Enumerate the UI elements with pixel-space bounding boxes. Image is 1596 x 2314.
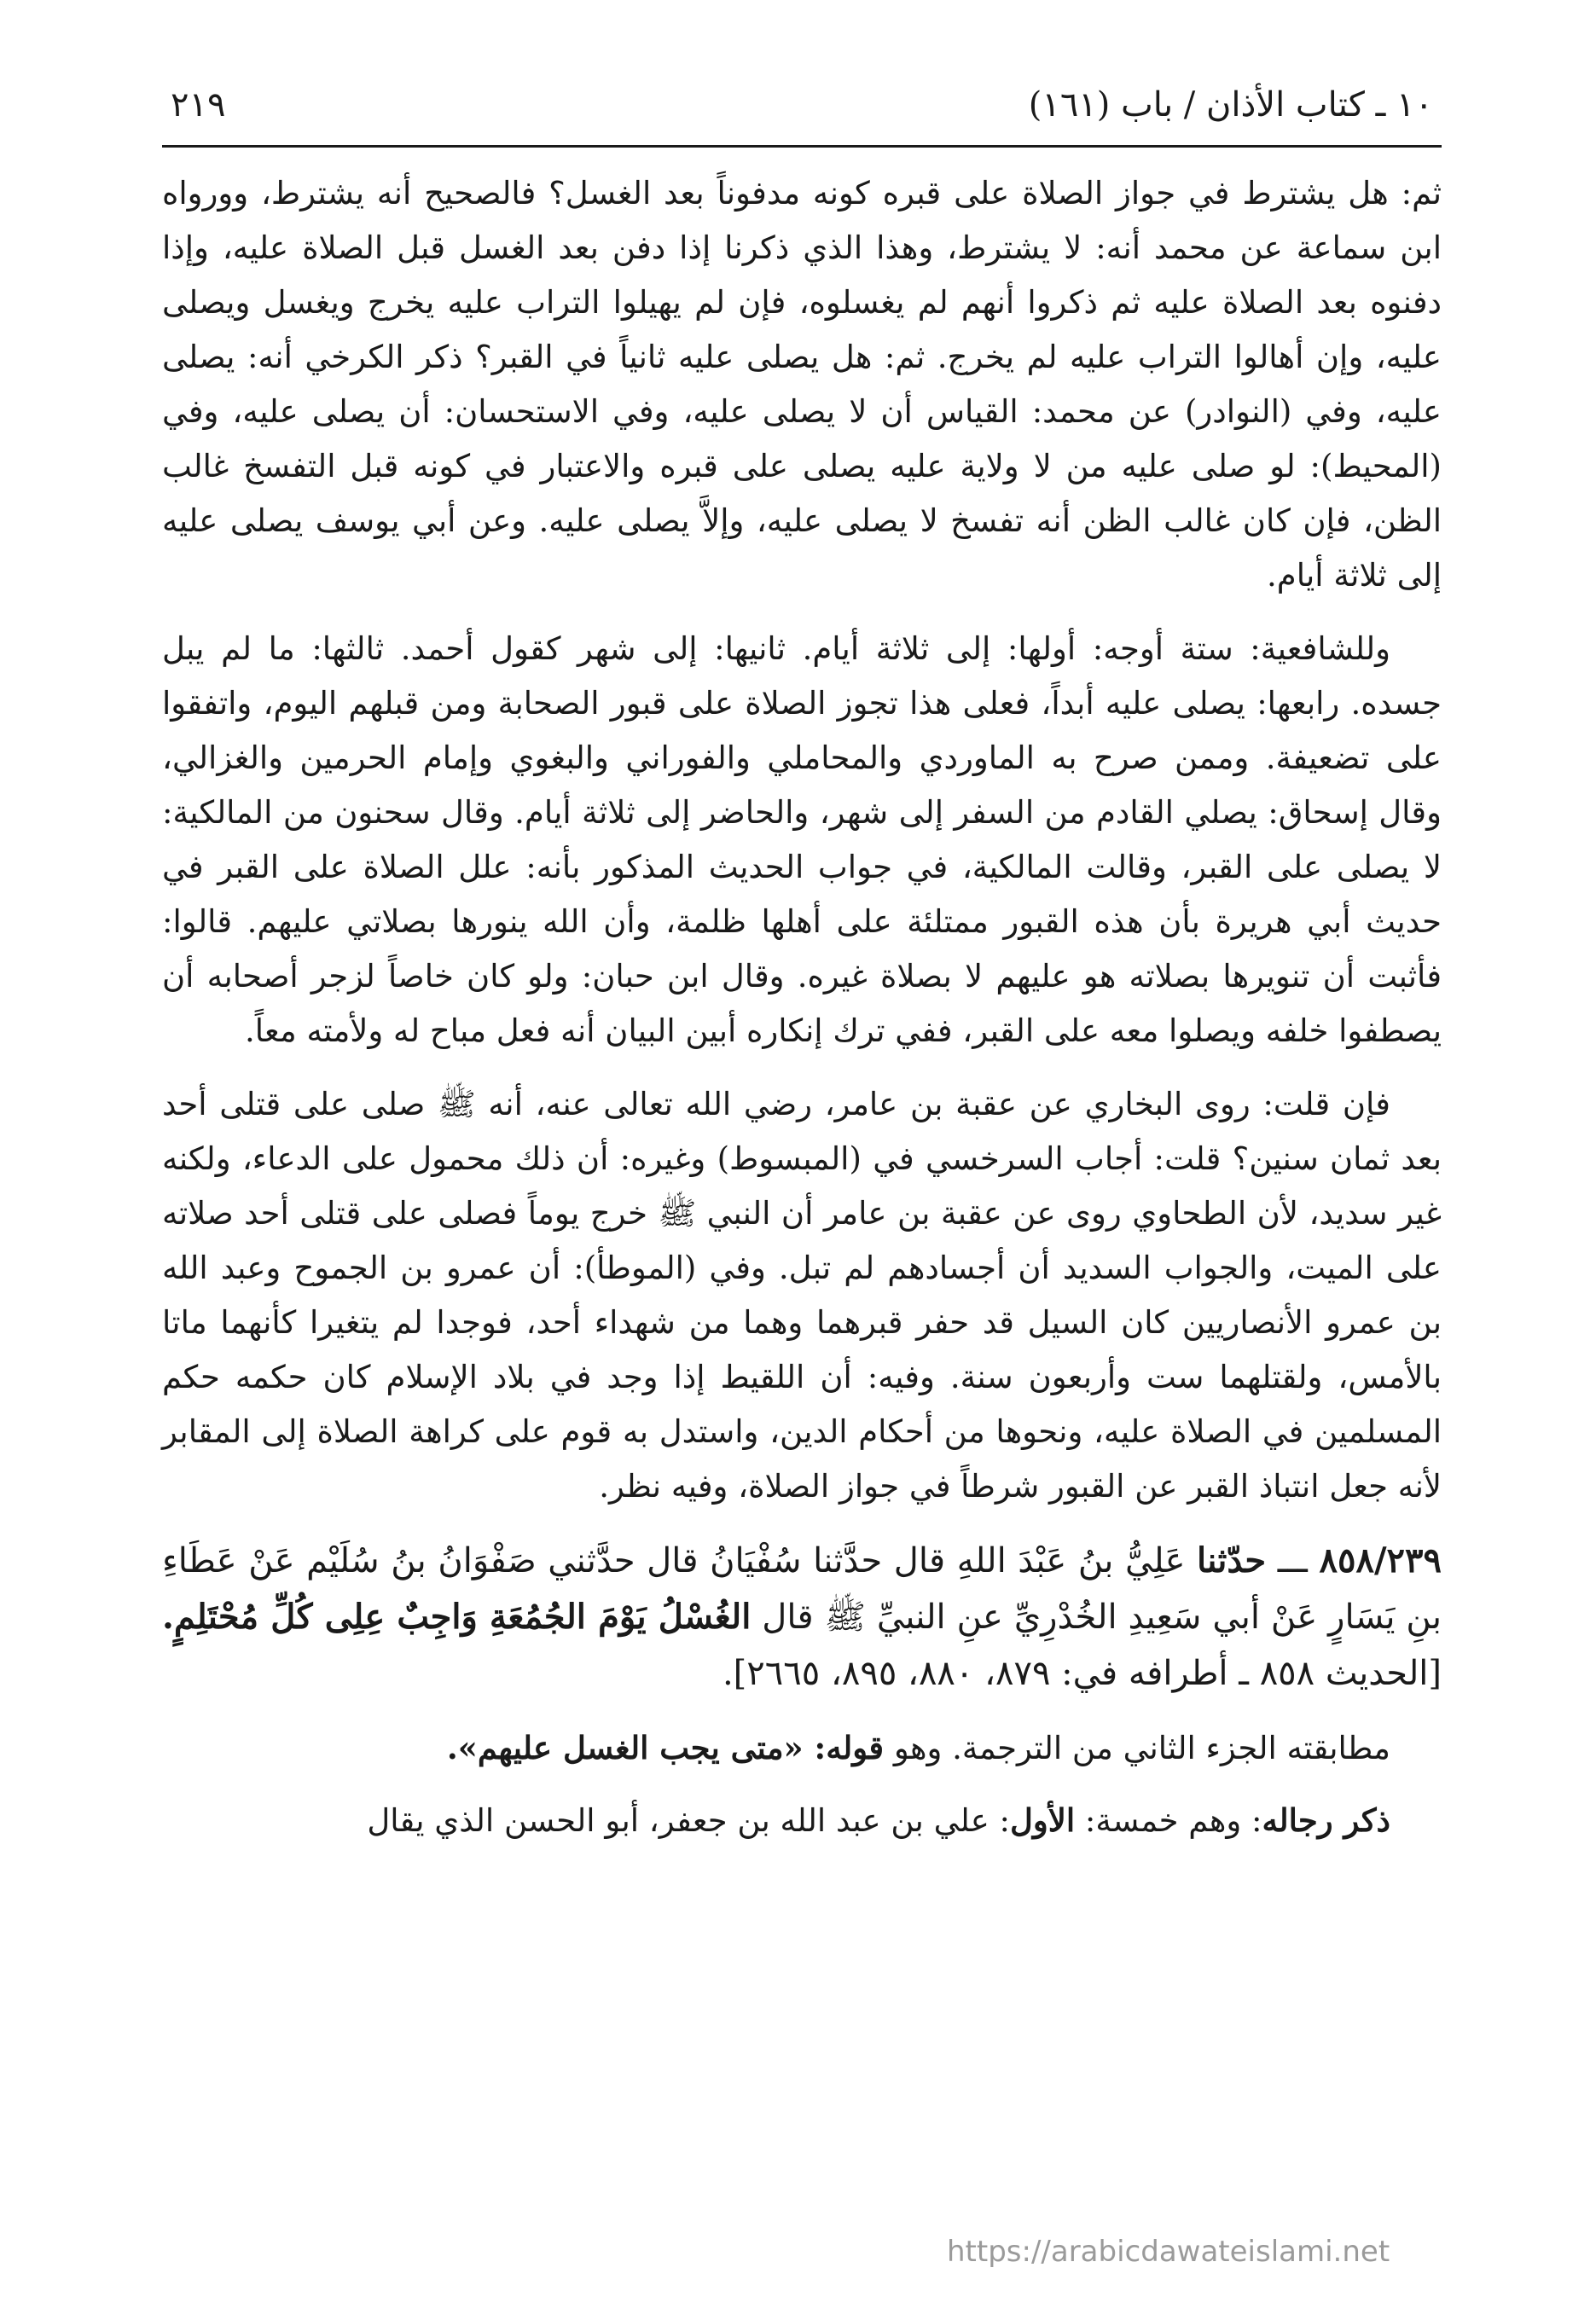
hadith-number: ٨٥٨/٢٣٩: [1319, 1540, 1442, 1580]
note-text: مطابقته الجزء الثاني من الترجمة. وهو: [884, 1730, 1390, 1766]
running-title: ١٠ ـ كتاب الأذان / باب (١٦١): [1028, 85, 1433, 125]
rijal-text-2: : علي بن عبد الله بن جعفر، أبو الحسن الذي يقال: [367, 1802, 1011, 1839]
paragraph-burial-prayer: ثم: هل يشترط في جواز الصلاة على قبره كونه مدفوناً بعد الغسل؟ فالصحيح أنه يشترط، وورواه ابن سماعة عن محمد أنه: لا يشترط، وهذا الذي ذكرنا إذا دفن بعد الغسل قبل الصلاة عليه، وإذا دفنوه بعد الصلاة عليه ثم ذكروا أنهم لم يغسلوه، فإن لم يهيلوا التراب عليه يخرج ويغسل ويصلى عليه، وإن أهالوا التراب عليه لم يخرج. ثم: هل يصلى عليه ثانياً في القبر؟ ذكر الكرخي أنه: يصلى عليه، وفي (النوادر) عن محمد: القياس أن لا يصلى عليه، وفي الاستحسان: أن يصلى عليه، وفي (المحيط): لو صلى عليه من لا ولاية عليه يصلى على قبره والاعتبار في كونه قبل التفسخ غالب الظن، فإن كان غالب الظن أنه تفسخ لا يصلى عليه، وإلاَّ يصلى عليه. وعن أبي يوسف يصلى عليه إلى ثلاثة أيام.: [162, 175, 1442, 594]
hadith-isnad: عَلِيُّ بنُ عَبْدَ اللهِ قال حدَّثنا سُفْيَانُ قال حدَّثني صَفْوَانُ بنُ سُلَيْم عَنْ عَطَاءِ بنِ يَسَارٍ عَنْ أبي سَعِيدِ الخُدْرِيِّ عنِ النبيِّ ﷺ قال: [162, 1541, 1442, 1637]
narrators-section: [162, 1793, 1442, 1848]
hadith-matn: الغُسْلُ يَوْمَ الجُمُعَةِ وَاجِبٌ عِلِى كُلِّ مُحْتَلِمٍ.: [162, 1597, 752, 1637]
note-qawluhu: قوله: [826, 1729, 885, 1766]
book-page: [162, 68, 1442, 1865]
hadith-haddathana: حدّثنا: [1197, 1540, 1267, 1580]
watermark-url: https://arabicdawateislami.net: [947, 2235, 1390, 2269]
rijal-first: الأول: [1010, 1801, 1076, 1839]
correspondence-note: [162, 1720, 1442, 1776]
page-header: [162, 68, 1442, 148]
commentary-text: [162, 166, 1442, 1514]
rijal-text-1: : وهم خمسة:: [1075, 1802, 1262, 1839]
hadith-block: [162, 1533, 1442, 1702]
page-number: ٢١٩: [171, 85, 226, 125]
paragraph-shafii-views: وللشافعية: ستة أوجه: أولها: إلى ثلاثة أيام. ثانيها: إلى شهر كقول أحمد. ثالثها: ما لم يبل جسده. رابعها: يصلى عليه أبداً، فعلى هذا تجوز الصلاة على قبور الصحابة ومن قبلهم اليوم، واتفقوا على تضعيفة. وممن صرح به الماوردي والمحاملي والفوراني والبغوي وإمام الحرمين والغزالي، وقال إسحاق: يصلي القادم من السفر إلى شهر، والحاضر إلى ثلاثة أيام. وقال سحنون من المالكية: لا يصلى على القبر، وقالت المالكية، في جواب الحديث المذكور بأنه: علل الصلاة على القبر في حديث أبي هريرة بأن هذه القبور ممتلئة على أهلها ظلمة، وأن الله ينورها بصلاتي عليهم. قالوا: فأثبت أن تنويرها بصلاته هو عليهم لا بصلاة غيره. وقال ابن حبان: ولو كان خاصاً لزجر أصحابه أن يصطفوا خلفه ويصلوا معه على القبر، ففي ترك إنكاره أبين البيان أنه فعل مباح له ولأمته معاً.: [162, 630, 1442, 1049]
rijal-label: ذكر رجاله: [1262, 1801, 1390, 1839]
note-quote: : «متى يجب الغسل عليهم».: [446, 1729, 827, 1766]
hadith-reference: [الحديث ٨٥٨ ـ أطرافه في: ٨٧٩، ٨٨٠، ٨٩٥، ٢٦٦٥].: [722, 1654, 1442, 1693]
hadith-dash: ـــ: [1266, 1541, 1320, 1580]
paragraph-objection-reply: فإن قلت: روى البخاري عن عقبة بن عامر، رضي الله تعالى عنه، أنه ﷺ صلى على قتلى أحد بعد ثمان سنين؟ قلت: أجاب السرخسي في (المبسوط) وغيره: أن ذلك محمول على الدعاء، ولكنه غير سديد، لأن الطحاوي روى عن عقبة بن عامر أن النبي ﷺ خرج يوماً فصلى على قتلى أحد صلاته على الميت، والجواب السديد أن أجسادهم لم تبل. وفي (الموطأ): أن عمرو بن الجموح وعبد الله بن عمرو الأنصاريين كان السيل قد حفر قبرهما وهما من شهداء أحد، فوجدا لم يتغيرا كأنهما ماتا بالأمس، ولقتلهما ست وأربعون سنة. وفيه: أن اللقيط إذا وجد في بلاد الإسلام كان حكمه حكم المسلمين في الصلاة عليه، ونحوها من أحكام الدين، واستدل به قوم على كراهة الصلاة إلى المقابر لأنه جعل انتباذ القبر عن القبور شرطاً في جواز الصلاة، وفيه نظر.: [162, 1086, 1442, 1505]
